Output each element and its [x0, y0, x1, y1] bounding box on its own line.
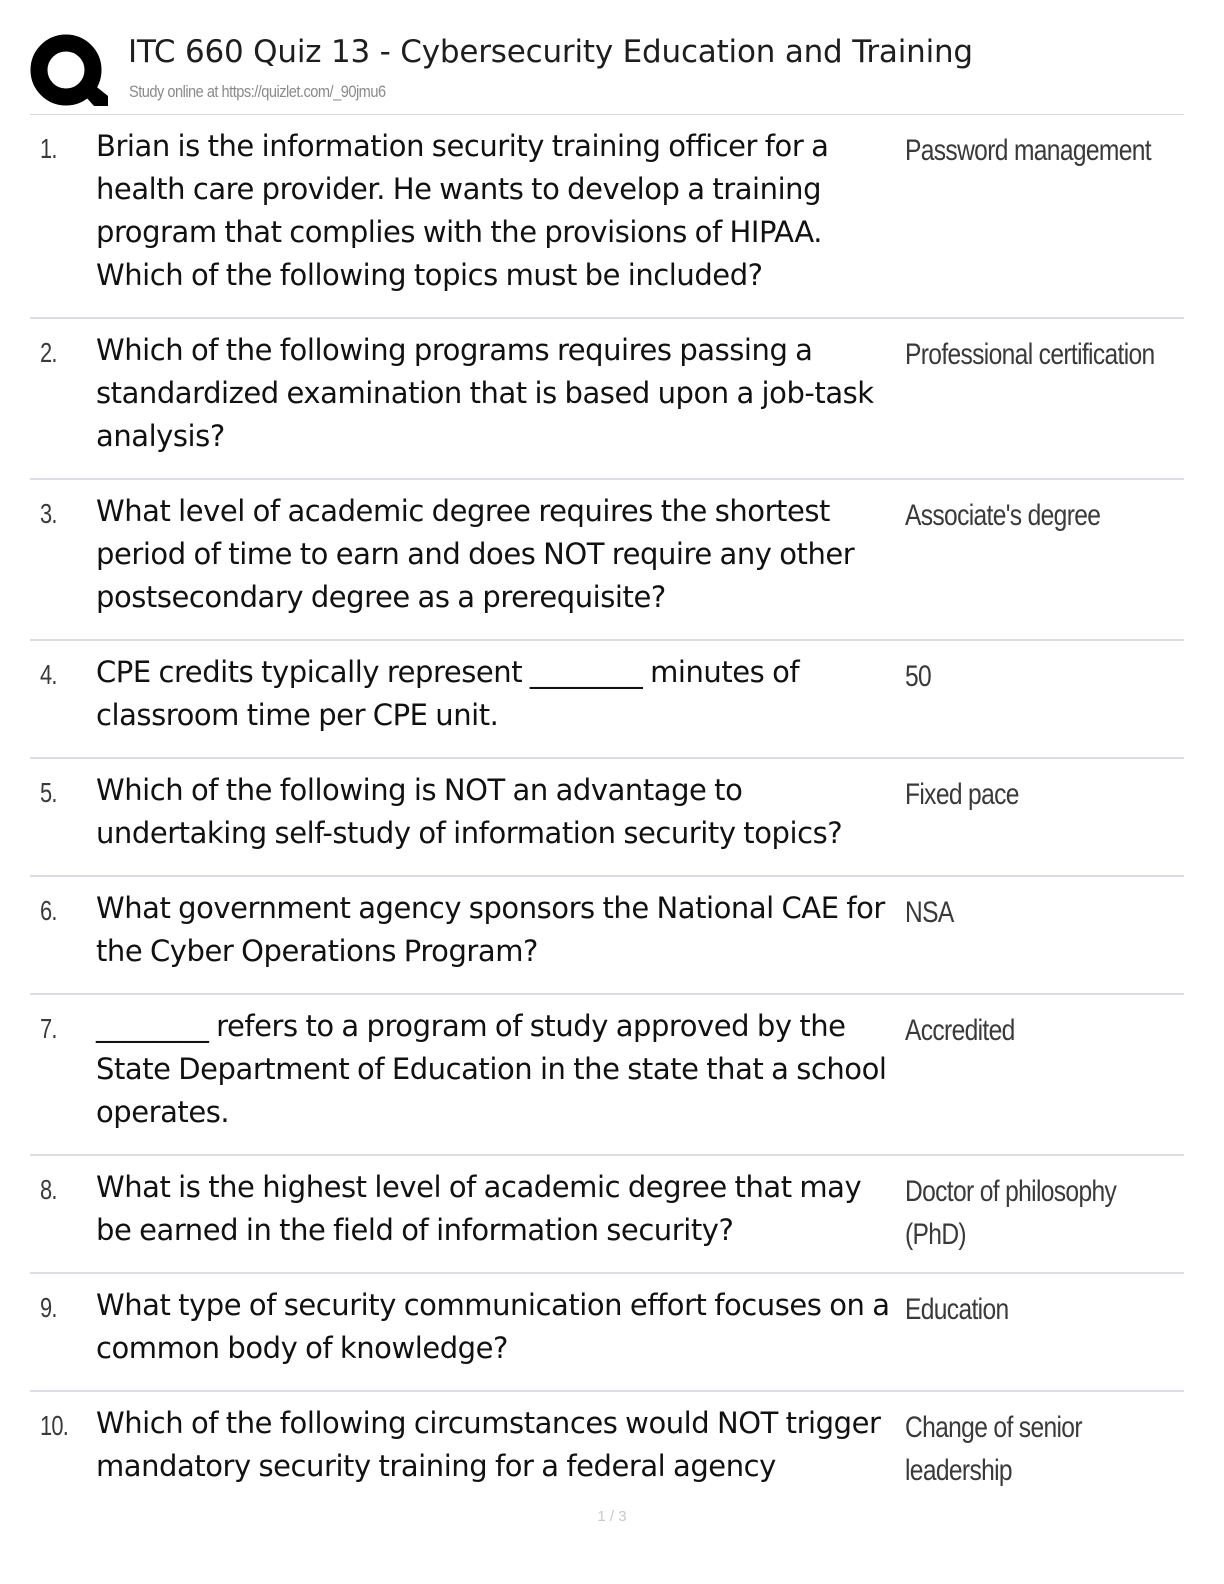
- question-number: 3.: [40, 498, 57, 529]
- page-title: ITC 660 Quiz 13 - Cybersecurity Education and Training: [128, 34, 973, 70]
- question-item: [30, 641, 1184, 759]
- question-number: 8.: [40, 1174, 57, 1205]
- study-online-link[interactable]: Study online at https://quizlet.com/_90jmu6: [129, 82, 386, 101]
- question-number: 2.: [40, 337, 57, 368]
- answer-text: Password management: [905, 134, 1151, 167]
- question-text: What is the highest level of academic degree that may be earned in the field of information security?: [96, 1170, 862, 1247]
- question-list: [30, 115, 1184, 1508]
- answer-text: Education: [905, 1293, 1009, 1326]
- question-text: What level of academic degree requires the shortest period of time to earn and does NOT require any other postsecondary degree as a prerequisite?: [96, 494, 855, 614]
- answer-text: Professional certification: [905, 338, 1155, 371]
- quizlet-logo-icon: [30, 34, 108, 108]
- answer-text: Associate's degree: [905, 499, 1101, 532]
- answer-text: Doctor of philosophy (PhD): [905, 1175, 1117, 1251]
- question-item: [30, 1274, 1184, 1392]
- question-number: 10.: [40, 1410, 69, 1441]
- answer-text: NSA: [905, 896, 954, 929]
- answer-text: Change of senior leadership: [905, 1411, 1082, 1487]
- answer-text: Accredited: [905, 1014, 1015, 1047]
- question-number: 4.: [40, 659, 57, 690]
- question-number: 5.: [40, 777, 57, 808]
- question-item: [30, 995, 1184, 1156]
- question-text: ________ refers to a program of study approved by the State Department of Education in the state that a school operates.: [96, 1009, 887, 1129]
- question-item: [30, 1392, 1184, 1508]
- question-number: 7.: [40, 1013, 57, 1044]
- question-text: Which of the following programs requires passing a standardized examination that is based upon a job-task analysis?: [96, 333, 874, 453]
- answer-text: 50: [905, 660, 932, 693]
- question-item: [30, 319, 1184, 480]
- question-number: 9.: [40, 1292, 57, 1323]
- question-text: Brian is the information security training officer for a health care provider. He wants to develop a training program that complies with the provisions of HIPAA. Which of the following topics must be included?: [96, 129, 829, 292]
- question-item: [30, 480, 1184, 641]
- question-text: What government agency sponsors the National CAE for the Cyber Operations Program?: [96, 891, 885, 968]
- question-text: CPE credits typically represent ________ minutes of classroom time per CPE unit.: [96, 655, 800, 732]
- question-number: 1.: [40, 133, 57, 164]
- question-item: [30, 759, 1184, 877]
- answer-text: Fixed pace: [905, 778, 1019, 811]
- question-item: [30, 115, 1184, 319]
- question-item: [30, 1156, 1184, 1274]
- question-text: Which of the following is NOT an advantage to undertaking self-study of information security topics?: [96, 773, 843, 850]
- page-number: 1 / 3: [597, 1508, 627, 1525]
- question-text: What type of security communication effort focuses on a common body of knowledge?: [96, 1288, 890, 1365]
- question-text: Which of the following circumstances would NOT trigger mandatory security training for a federal agency: [96, 1406, 881, 1483]
- question-item: [30, 877, 1184, 995]
- question-number: 6.: [40, 895, 57, 926]
- document-header: [28, 30, 1188, 114]
